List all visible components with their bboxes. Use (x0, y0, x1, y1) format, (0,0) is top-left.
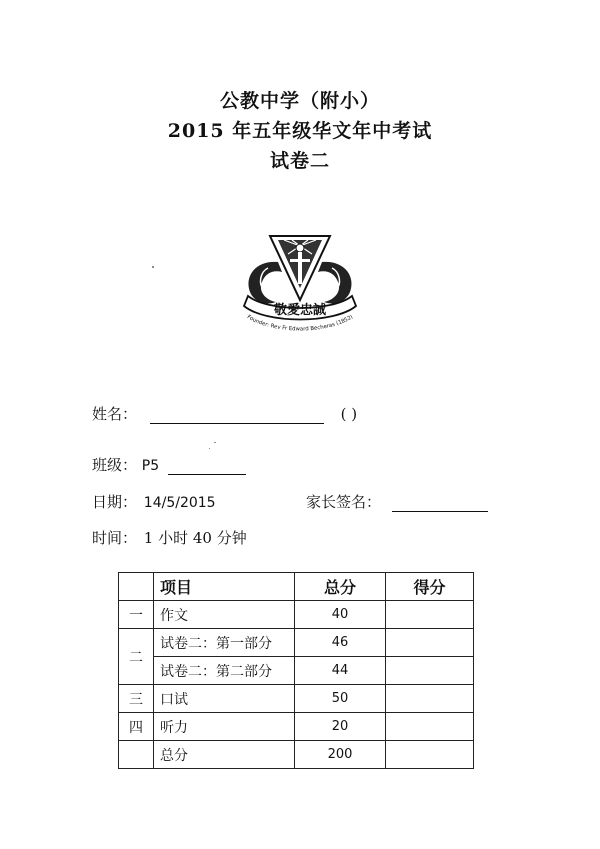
table-row (119, 657, 474, 685)
row-number: 三 (119, 685, 154, 713)
row-item: 口试 (154, 685, 295, 713)
paper-title: 试卷二 (269, 150, 330, 172)
table-row (119, 713, 474, 741)
crest-founder: Founder: Rev Fr Edward Becheras (1852) (245, 314, 355, 333)
table-row (119, 629, 474, 657)
scan-speck (152, 266, 154, 268)
class-row (92, 454, 246, 475)
row-number (119, 741, 154, 769)
row-score-field[interactable] (386, 657, 474, 685)
table-header-row (119, 573, 474, 601)
row-total: 20 (295, 713, 386, 741)
parent-sign-field[interactable] (392, 493, 488, 512)
row-item: 试卷二：第一部分 (154, 629, 295, 657)
row-total: 46 (295, 629, 386, 657)
row-number: 二 (119, 629, 154, 685)
header-score: 得分 (386, 573, 474, 601)
name-label: 姓名： (92, 405, 138, 423)
scan-speck (214, 442, 216, 443)
school-crest (238, 232, 362, 337)
crest-emblem-icon (238, 232, 362, 337)
scan-speck (209, 448, 210, 449)
header-item: 项目 (154, 573, 295, 601)
time-row (92, 527, 247, 548)
row-total: 50 (295, 685, 386, 713)
parent-sign-row (306, 491, 488, 512)
table-row (119, 685, 474, 713)
time-label: 时间： (92, 529, 138, 547)
row-item: 总分 (154, 741, 295, 769)
class-prefix: P5 (141, 458, 160, 474)
row-item: 听力 (154, 713, 295, 741)
date-label: 日期： (92, 493, 138, 511)
date-value: 14/5/2015 (143, 495, 216, 511)
score-table-wrapper (118, 572, 474, 769)
score-table (118, 572, 474, 769)
time-value: 1 小时 40 分钟 (143, 529, 247, 547)
register-number-bracket[interactable]: ( ) (340, 405, 358, 423)
row-item: 试卷二：第二部分 (154, 657, 295, 685)
table-row (119, 601, 474, 629)
school-title: 公教中学（附小） (219, 90, 380, 112)
exam-title: 2015 年五年级华文年中考试 (167, 120, 433, 142)
row-number: 一 (119, 601, 154, 629)
class-label: 班级： (92, 456, 138, 474)
row-score-field[interactable] (386, 629, 474, 657)
row-number: 四 (119, 713, 154, 741)
name-field[interactable] (150, 405, 324, 424)
row-total: 200 (295, 741, 386, 769)
name-row (92, 403, 357, 424)
row-score-field[interactable] (386, 713, 474, 741)
header-number (119, 573, 154, 601)
row-score-field[interactable] (386, 601, 474, 629)
row-item: 作文 (154, 601, 295, 629)
crest-motto: 敬愛忠誠 (273, 303, 327, 318)
row-score-field[interactable] (386, 741, 474, 769)
header-total: 总分 (295, 573, 386, 601)
row-total: 44 (295, 657, 386, 685)
table-row (119, 741, 474, 769)
date-row (92, 491, 216, 512)
row-total: 40 (295, 601, 386, 629)
parent-sign-label: 家长签名： (306, 493, 382, 511)
row-score-field[interactable] (386, 685, 474, 713)
class-field[interactable] (168, 456, 246, 475)
